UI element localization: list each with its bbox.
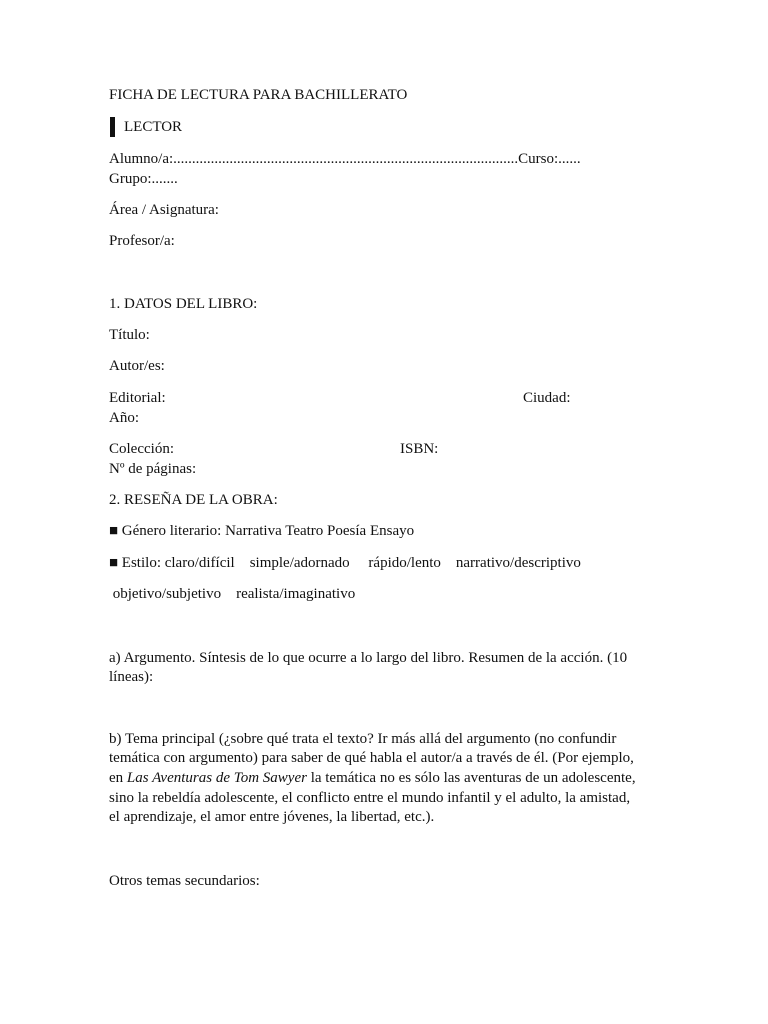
argumento-line-2: líneas): [109, 669, 154, 685]
tema-line-1: b) Tema principal (¿sobre qué trata el texto? Ir más allá del argumento (no confundir [109, 731, 617, 747]
anio-field: Año: [109, 410, 139, 426]
titulo-field: Título: [109, 327, 150, 343]
tema-line-2: temática con argumento) para saber de qué habla el autor/a a través de él. (Por ejemplo, [109, 750, 634, 766]
estilo-line-1: ■ Estilo: claro/difícil simple/adornado rápido/lento narrativo/descriptivo [109, 555, 581, 571]
resena-heading: 2. RESEÑA DE LA OBRA: [109, 492, 278, 508]
alumno-field: Alumno/a:............................................................................................Curso:...... [109, 151, 581, 167]
coleccion-field: Colección: [109, 441, 174, 457]
tema-line-3-post: la temática no es sólo las aventuras de un adolescente, [306, 770, 636, 786]
estilo-line-2: objetivo/subjetivo realista/imaginativo [109, 586, 356, 602]
profesor-field: Profesor/a: [109, 233, 175, 249]
otros-temas-label: Otros temas secundarios: [109, 873, 260, 889]
tema-line-3-pre: en [109, 770, 127, 786]
autores-field: Autor/es: [109, 358, 165, 374]
argumento-line-1: a) Argumento. Síntesis de lo que ocurre a lo largo del libro. Resumen de la acción. (10 [109, 650, 628, 666]
section-marker [110, 117, 115, 137]
editorial-field: Editorial: [109, 390, 166, 406]
area-field: Área / Asignatura: [109, 202, 219, 218]
tema-line-4: sino la rebeldía adolescente, el conflicto entre el mundo infantil y el adulto, la amistad, [109, 790, 631, 806]
paginas-field: Nº de páginas: [109, 461, 197, 477]
document-title: FICHA DE LECTURA PARA BACHILLERATO [109, 87, 408, 103]
ciudad-field: Ciudad: [523, 390, 571, 406]
tema-line-5: el aprendizaje, el amor entre jóvenes, la libertad, etc.). [109, 809, 435, 825]
genero-line: ■ Género literario: Narrativa Teatro Poesía Ensayo [109, 523, 415, 539]
lector-heading: LECTOR [124, 119, 183, 135]
tema-line-3 [109, 768, 636, 788]
isbn-field: ISBN: [400, 441, 439, 457]
datos-libro-heading: 1. DATOS DEL LIBRO: [109, 296, 258, 312]
book-title-example: Las Aventuras de Tom Sawyer [126, 770, 307, 786]
grupo-field: Grupo:....... [109, 171, 178, 187]
